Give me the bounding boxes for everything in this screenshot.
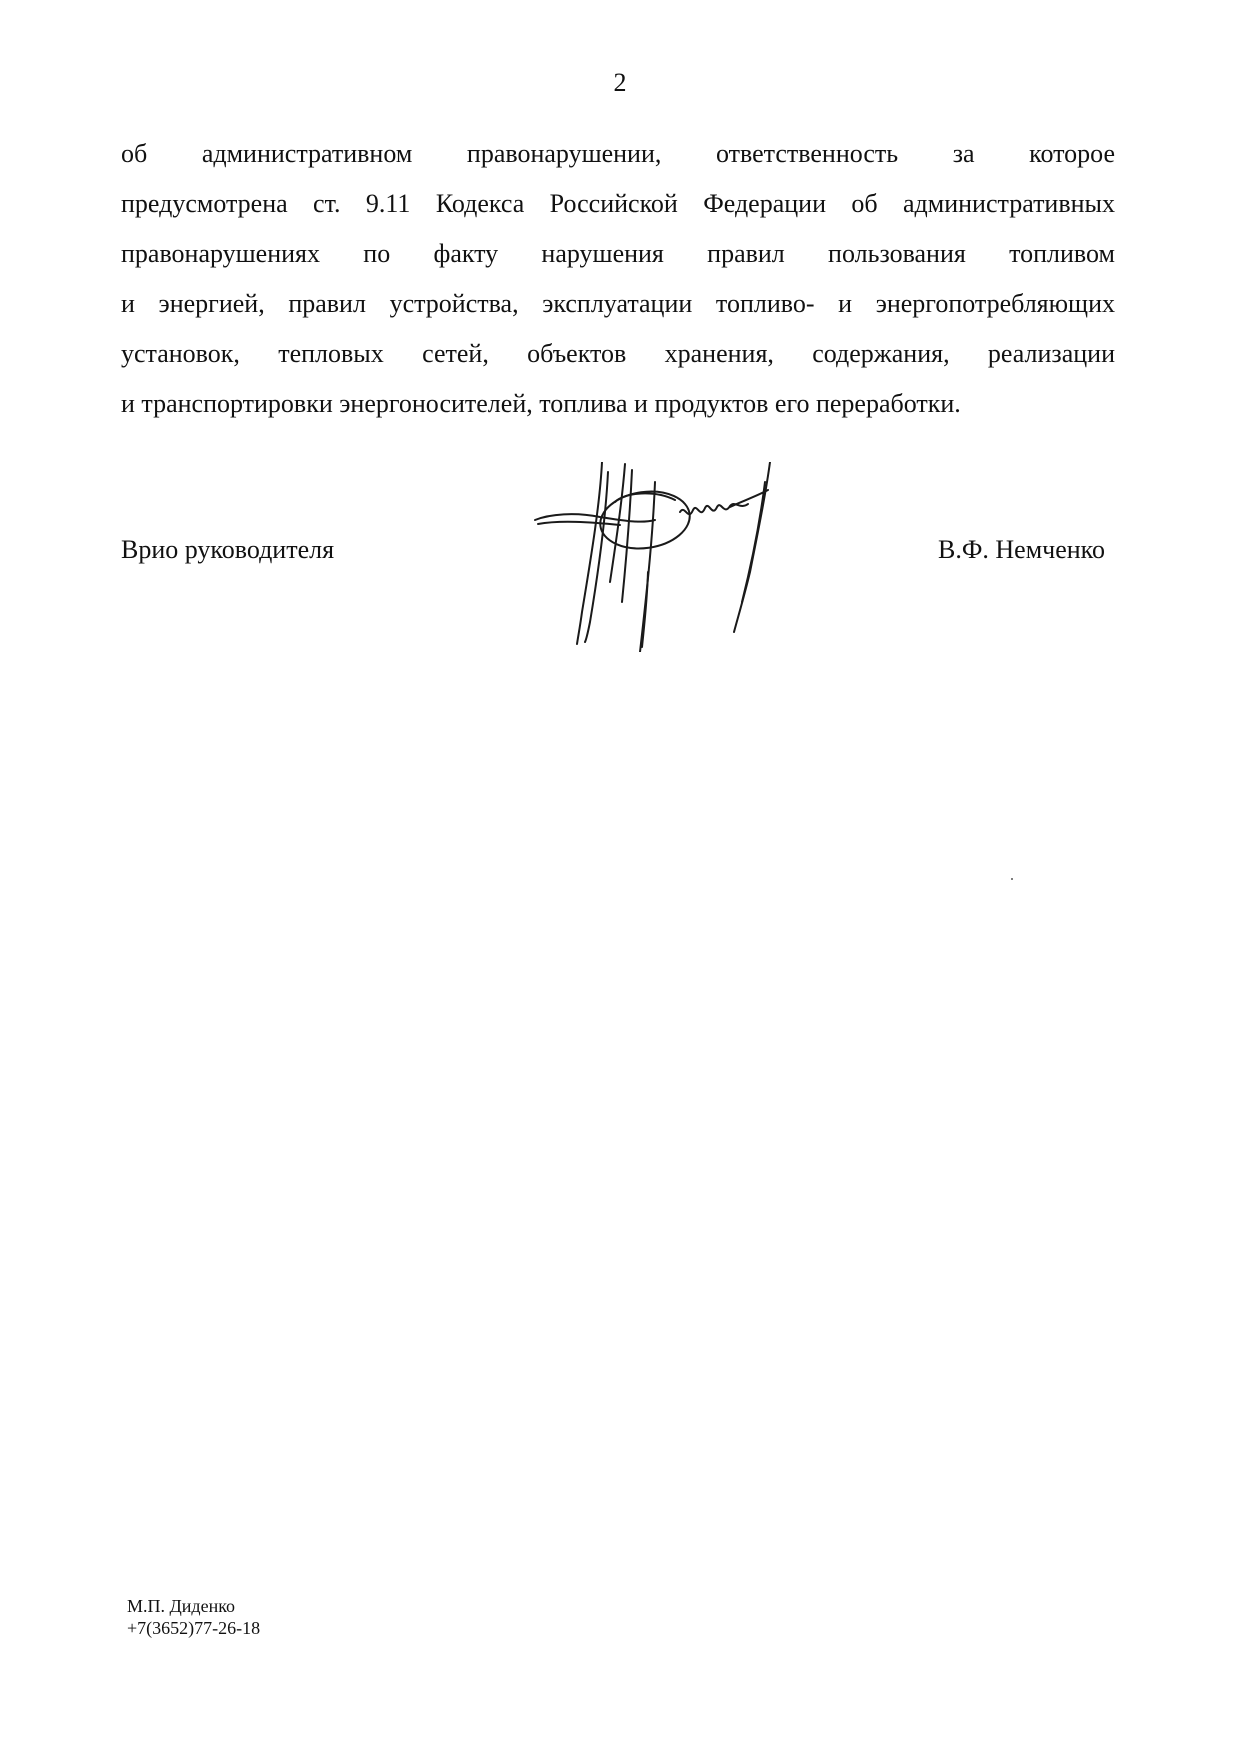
handwritten-signature — [530, 462, 800, 652]
body-line: и энергией, правил устройства, эксплуатации топливо- и энергопотребляющих — [121, 289, 1115, 318]
page-number: 2 — [613, 68, 627, 97]
body-line: правонарушениях по факту нарушения правил пользования топливом — [121, 239, 1115, 268]
executor-name: М.П. Диденко — [127, 1596, 236, 1616]
executor-phone: +7(3652)77-26-18 — [127, 1618, 261, 1638]
scan-speck — [1011, 878, 1013, 880]
signer-name: В.Ф. Немченко — [938, 535, 1105, 564]
body-line: установок, тепловых сетей, объектов хранения, содержания, реализации — [121, 339, 1115, 368]
signer-position: Врио руководителя — [121, 535, 335, 564]
body-paragraph — [121, 129, 1115, 429]
body-line: об административном правонарушении, ответственность за которое — [121, 139, 1115, 168]
body-line: и транспортировки энергоносителей, топлива и продуктов его переработки. — [121, 389, 961, 418]
executor-info — [127, 1595, 260, 1639]
body-line: предусмотрена ст. 9.11 Кодекса Российской Федерации об административных — [121, 189, 1115, 218]
